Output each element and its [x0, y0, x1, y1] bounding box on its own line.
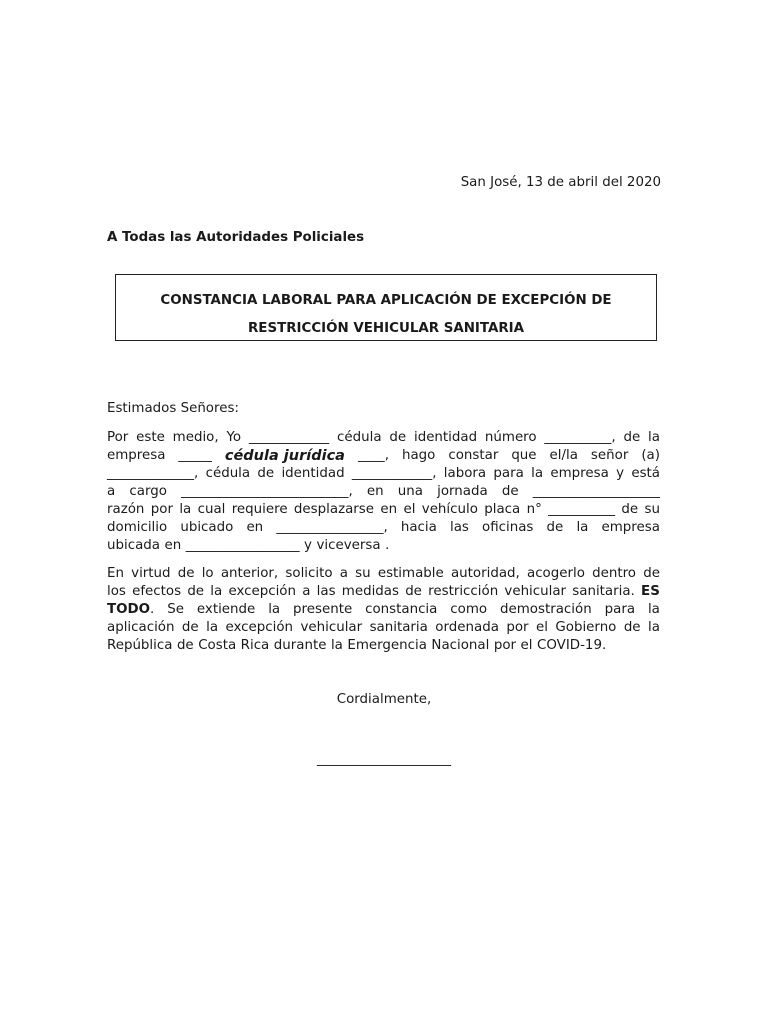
- word: En: [107, 566, 124, 581]
- word: Gobierno: [555, 620, 617, 635]
- paragraph-1-line-7: [107, 537, 660, 555]
- word: identidad: [281, 466, 345, 481]
- word-group: [107, 601, 154, 619]
- word: oficinas: [482, 520, 534, 535]
- word: COVID-19.: [537, 638, 607, 653]
- word: el: [535, 620, 548, 635]
- word: cédula: [205, 466, 251, 481]
- word: autoridad,: [450, 566, 520, 581]
- word: la: [576, 520, 589, 535]
- word: la: [531, 466, 544, 481]
- word: de: [501, 484, 519, 499]
- word: constar: [448, 448, 499, 463]
- word: estimable: [377, 566, 444, 581]
- paragraph-2-line-5: [107, 637, 660, 655]
- word: de: [176, 638, 194, 653]
- closing: Cordialmente,: [336, 692, 432, 707]
- word: viceversa: [316, 538, 381, 553]
- paragraph-1-line-1: [107, 429, 660, 447]
- word: a: [302, 584, 311, 599]
- word: número: [484, 430, 537, 445]
- word: a: [107, 484, 116, 499]
- word: y: [616, 466, 625, 481]
- word: requiere: [231, 502, 288, 517]
- word: las: [449, 520, 469, 535]
- paragraph-2: [107, 565, 660, 655]
- word: como: [450, 602, 488, 617]
- word: lo: [201, 566, 214, 581]
- date-line: San José, 13 de abril del 2020: [460, 175, 661, 190]
- word: la: [179, 502, 192, 517]
- paragraph-1-line-2: [107, 447, 660, 465]
- word: .: [150, 602, 155, 617]
- word: y: [304, 538, 312, 553]
- word: constancia: [365, 602, 438, 617]
- word: su: [644, 502, 660, 517]
- bold-word: ES: [641, 584, 660, 599]
- word: de: [546, 520, 564, 535]
- word: __________: [548, 502, 616, 517]
- word: desplazarse: [293, 502, 375, 517]
- word: de: [405, 584, 422, 599]
- word: (a): [641, 448, 660, 463]
- word: ubicada: [107, 538, 160, 553]
- word: demostración: [500, 602, 592, 617]
- word: identidad: [413, 430, 478, 445]
- paragraph-2-line-2: [107, 583, 660, 601]
- word: el: [403, 502, 416, 517]
- word: cédula: [337, 430, 382, 445]
- word: Nacional: [431, 638, 490, 653]
- word: Se: [167, 602, 184, 617]
- word: empresa: [601, 520, 660, 535]
- word: n°: [526, 502, 542, 517]
- title-box: [115, 274, 657, 341]
- word: de: [177, 566, 195, 581]
- blank: _____: [178, 448, 212, 463]
- bold-word: TODO: [107, 602, 151, 617]
- word: ____________: [248, 430, 330, 445]
- word: la: [648, 430, 660, 445]
- word: sanitaria.: [572, 584, 635, 599]
- signature-line: ____________________: [317, 752, 451, 767]
- word: .: [385, 538, 390, 553]
- word: señor: [590, 448, 629, 463]
- word: por: [150, 502, 173, 517]
- word: presente: [293, 602, 353, 617]
- word: placa: [484, 502, 521, 517]
- word: restricción: [428, 584, 499, 599]
- title-line-1: CONSTANCIA LABORAL PARA APLICACIÓN DE EXCEPCIÓN DE: [160, 293, 612, 308]
- word: medidas: [341, 584, 399, 599]
- word: ________________,: [276, 520, 388, 535]
- paragraph-1-line-3: [107, 465, 660, 483]
- word: de: [623, 430, 641, 445]
- word: ____________,: [351, 466, 437, 481]
- word: Por: [107, 430, 129, 445]
- word: medio,: [172, 430, 219, 445]
- word: de: [389, 430, 407, 445]
- word: Rica: [240, 638, 270, 653]
- word: acogerlo: [526, 566, 585, 581]
- word: _________________: [185, 538, 300, 553]
- word: cargo: [129, 484, 167, 499]
- word: vehículo: [421, 502, 478, 517]
- word: cual: [197, 502, 226, 517]
- word: este: [136, 430, 165, 445]
- word: jornada: [437, 484, 488, 499]
- word: excepción: [225, 620, 294, 635]
- word: domicilio: [107, 520, 168, 535]
- word: hago: [401, 448, 436, 463]
- word: la: [330, 638, 343, 653]
- word: la: [647, 602, 660, 617]
- word: para: [493, 466, 524, 481]
- word: que: [511, 448, 537, 463]
- title-line-2: RESTRICCIÓN VEHICULAR SANITARIA: [248, 321, 524, 336]
- word: de: [621, 502, 639, 517]
- word: de: [181, 620, 199, 635]
- word: las: [316, 584, 336, 599]
- word: _________________________,: [181, 484, 353, 499]
- word: una: [397, 484, 423, 499]
- word: empresa: [550, 466, 609, 481]
- word: Emergencia: [347, 638, 427, 653]
- word: a: [339, 566, 348, 581]
- word: el/la: [549, 448, 578, 463]
- paragraph-1: [107, 429, 660, 555]
- cedula-juridica-label: cédula jurídica: [224, 448, 345, 464]
- word: Costa: [198, 638, 237, 653]
- word: hacia: [400, 520, 437, 535]
- word: en: [380, 502, 398, 517]
- word: de: [643, 566, 660, 581]
- word: vehicular: [504, 584, 567, 599]
- word: efectos: [132, 584, 182, 599]
- word: anterior,: [220, 566, 279, 581]
- word: la: [648, 620, 660, 635]
- word: por: [493, 638, 517, 653]
- addressee: A Todas las Autoridades Policiales: [107, 230, 365, 245]
- word: para: [604, 602, 636, 617]
- paragraph-1-line-4: [107, 483, 660, 501]
- word: de: [623, 620, 641, 635]
- word: la: [268, 602, 281, 617]
- word: virtud: [131, 566, 171, 581]
- word: extiende: [196, 602, 256, 617]
- blank: ____,: [357, 448, 389, 463]
- word: por: [506, 620, 529, 635]
- word: está: [631, 466, 660, 481]
- word: razón: [107, 502, 145, 517]
- word: la: [206, 620, 219, 635]
- paragraph-1-line-6: [107, 519, 660, 537]
- word: en: [164, 538, 182, 553]
- paragraph-1-line-5: [107, 501, 660, 519]
- word: su: [355, 566, 371, 581]
- word: ___________________: [532, 484, 660, 499]
- word: Yo: [226, 430, 242, 445]
- word: solicito: [285, 566, 333, 581]
- word: empresa: [107, 448, 166, 463]
- greeting: Estimados Señores:: [107, 401, 239, 416]
- word: de: [187, 584, 205, 599]
- word: República: [107, 638, 173, 653]
- word: dentro: [592, 566, 636, 581]
- word: el: [520, 638, 533, 653]
- word: labora: [443, 466, 487, 481]
- word: los: [107, 584, 126, 599]
- word: __________,: [544, 430, 616, 445]
- word: excepción: [228, 584, 296, 599]
- word: en: [366, 484, 384, 499]
- word: aplicación: [107, 620, 175, 635]
- word: la: [210, 584, 223, 599]
- word: ubicado: [180, 520, 234, 535]
- word: en: [246, 520, 264, 535]
- paragraph-2-line-3: [107, 601, 660, 619]
- word: vehicular: [300, 620, 363, 635]
- word: _____________,: [107, 466, 199, 481]
- word: ordenada: [435, 620, 499, 635]
- word: sanitaria: [369, 620, 428, 635]
- paragraph-2-line-4: [107, 619, 660, 637]
- word: de: [257, 466, 275, 481]
- word: durante: [273, 638, 327, 653]
- paragraph-2-line-1: [107, 565, 660, 583]
